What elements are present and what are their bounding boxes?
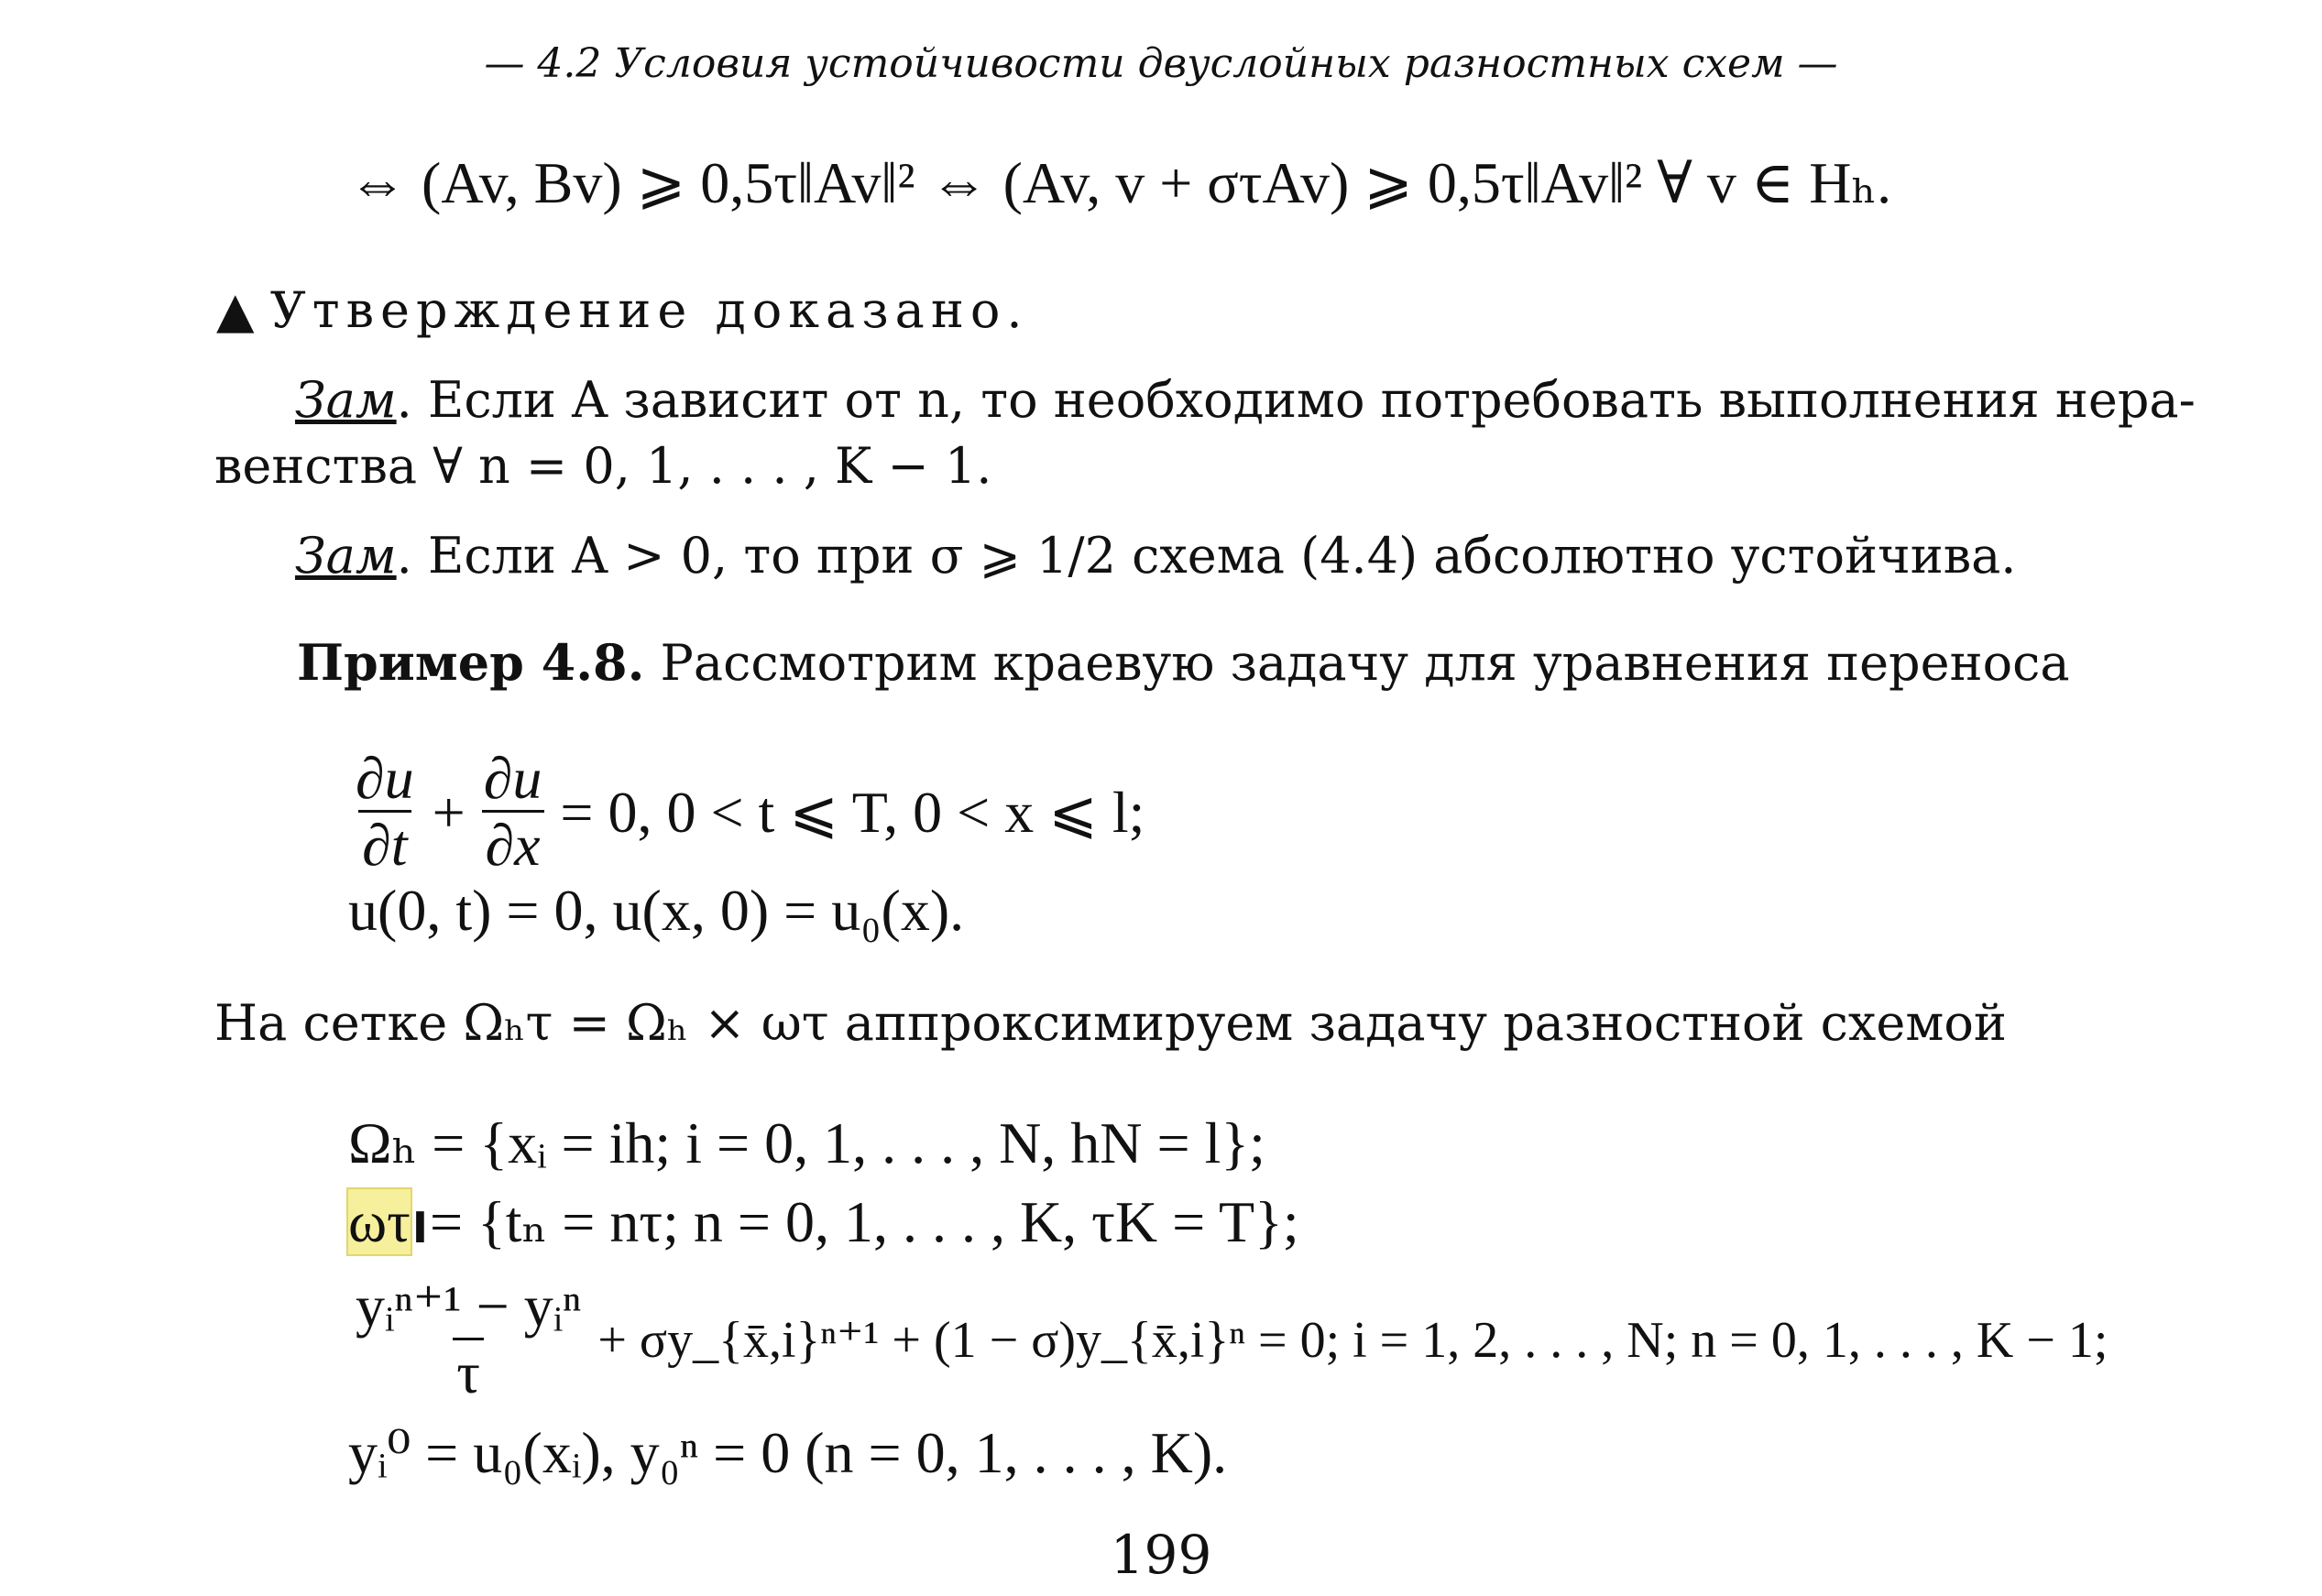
- scheme-equation: [346, 1274, 2108, 1405]
- equivalence-formula: ⇔ (Av, Bv) ⩾ 0,5τ‖Av‖² ⇔ (Av, v + στAv) ⩾ 0,5τ‖Av‖² ∀ v ∈ Hₕ.: [348, 150, 1892, 215]
- grid-intro: На сетке Ωₕτ = Ωₕ × ωτ аппроксимируем задачу разностной схемой: [214, 994, 2007, 1052]
- remark2-label: Зам: [295, 527, 397, 585]
- du-dx-fraction: [480, 746, 546, 878]
- grid-omega-tau: [348, 1189, 1299, 1254]
- du-dx-denominator: ∂x: [482, 810, 544, 875]
- example-line: [297, 633, 2070, 692]
- remark1-text: . Если A зависит от n, то необходимо потребовать выполнения нера-: [396, 371, 2196, 429]
- remark1-line1: [295, 371, 2196, 429]
- remark2-text: . Если A > 0, то при σ ⩾ 1/2 схема (4.4) абсолютно устойчива.: [396, 527, 2017, 585]
- grid-omega-h: Ωₕ = {xᵢ = ih; i = 0, 1, . . . , N, hN = l};: [348, 1110, 1265, 1175]
- pde-equation: [346, 746, 1145, 878]
- proof-end-text: Утверждение доказано.: [269, 281, 1029, 339]
- du-dt-denominator: ∂t: [358, 810, 411, 875]
- du-dt-fraction: [352, 746, 418, 878]
- page-number: 199: [1110, 1524, 1212, 1586]
- remark2-line: [295, 527, 2017, 585]
- scheme-rest: + σy_{x̄,i}ⁿ⁺¹ + (1 − σ)y_{x̄,i}ⁿ = 0; i = 1, 2, . . . , N; n = 0, 1, . . . , K − 1;: [597, 1311, 2108, 1369]
- pde-rest: = 0, 0 < t ⩽ T, 0 < x ⩽ l;: [560, 779, 1145, 845]
- example-text: Рассмотрим краевую задачу для уравнения переноса: [660, 634, 2070, 692]
- proof-end-line: [216, 281, 1029, 339]
- du-dx-numerator: ∂u: [483, 746, 542, 811]
- scheme-numerator: yᵢⁿ⁺¹ − yᵢⁿ: [356, 1274, 582, 1339]
- du-dt-numerator: ∂u: [356, 746, 414, 811]
- pde-plus: +: [432, 779, 465, 845]
- pde-conditions: u(0, t) = 0, u(x, 0) = u₀(x).: [348, 878, 965, 943]
- text-cursor-icon: I: [411, 1203, 428, 1253]
- initial-conditions: yᵢ⁰ = u₀(xᵢ), y₀ⁿ = 0 (n = 0, 1, . . . , K).: [348, 1420, 1228, 1485]
- example-heading: Пример 4.8.: [297, 633, 645, 692]
- scheme-denominator: τ: [453, 1338, 484, 1403]
- selected-omega-tau[interactable]: ωτ: [348, 1189, 411, 1254]
- remark1-line2: венства ∀ n = 0, 1, . . . , K − 1.: [214, 437, 992, 495]
- running-header: — 4.2 Условия устойчивости двуслойных разностных схем —: [484, 40, 1838, 87]
- grid-omega-tau-rest: = {tₙ = nτ; n = 0, 1, . . . , K, τK = T};: [429, 1189, 1299, 1254]
- scheme-fraction: [352, 1274, 585, 1405]
- proof-end-triangle: ▲: [216, 281, 255, 339]
- remark1-label: Зам: [295, 371, 397, 429]
